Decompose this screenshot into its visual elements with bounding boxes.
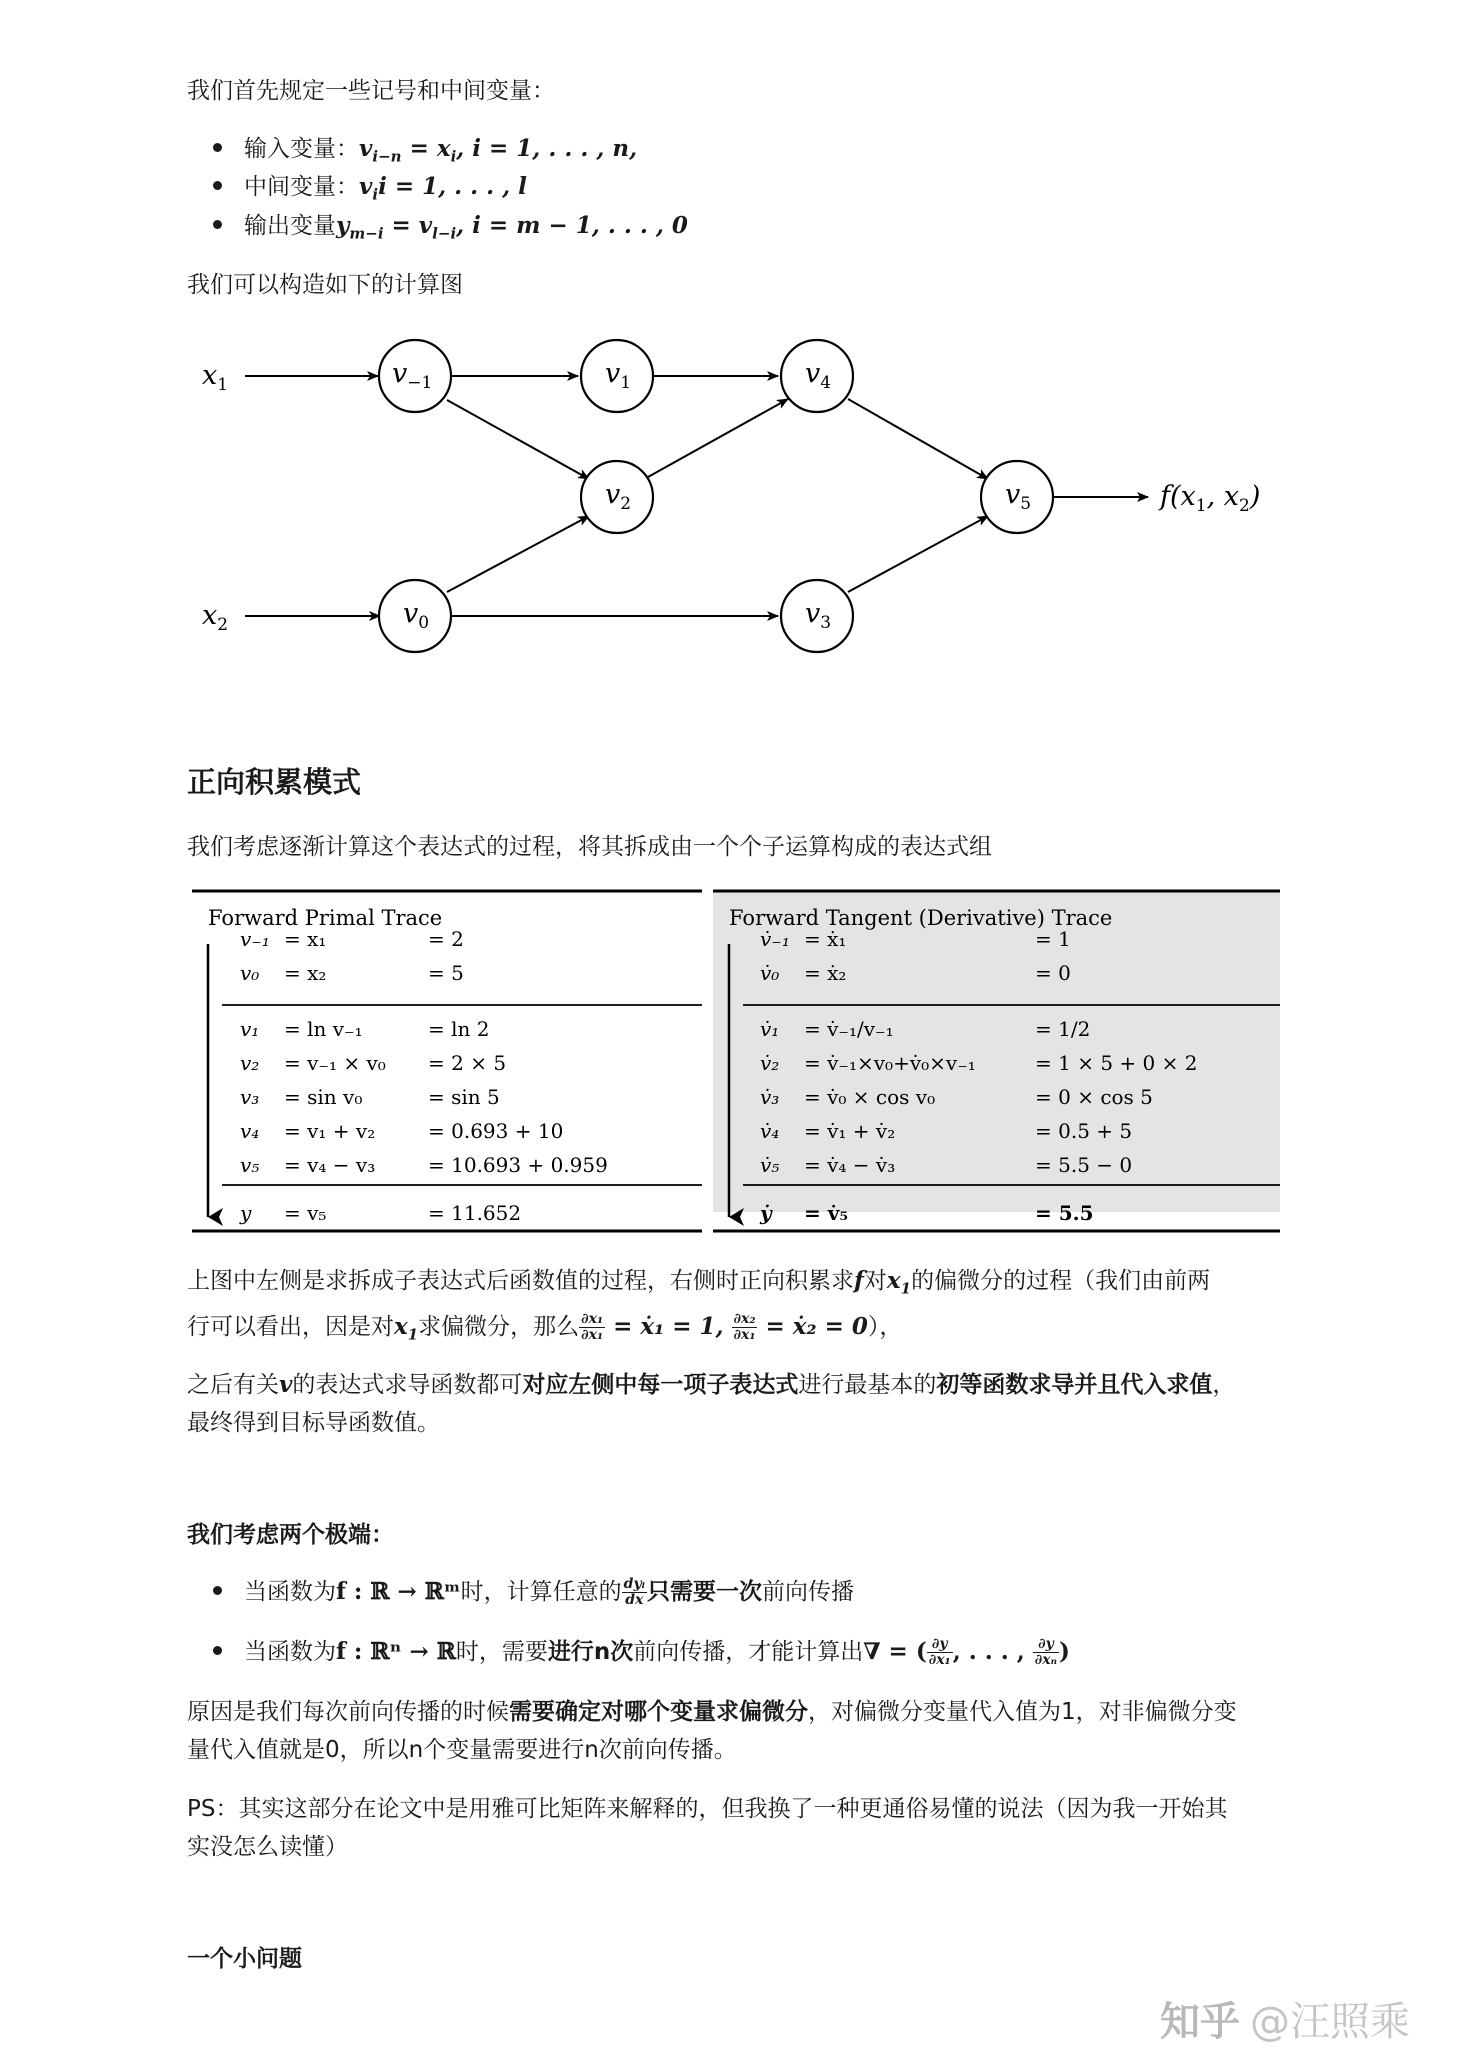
- primal-row-1-col-0: v₀: [240, 961, 260, 985]
- primal-row-2-col-0: v₁: [240, 1017, 260, 1041]
- bullet-extreme-1: 当函数为f : ℝ → ℝᵐ时，计算任意的 $\frac{\text{dyᵢ}}{dx}$ 只需要一次前向传播: [187, 1573, 854, 1611]
- primal-row-6-col-1: = v₄ − v₃: [284, 1153, 376, 1177]
- primal-row-0-col-2: = 2: [428, 927, 464, 951]
- label-v5: $v_5$: [1005, 479, 1032, 514]
- tangent-row-3-col-1: = v̇₋₁×v₀+v̇₀×v₋₁: [804, 1051, 976, 1075]
- extremes-title: 我们考虑两个极端：: [187, 1522, 394, 1548]
- tangent-row-5-col-1: = v̇₁ + v̇₂: [804, 1119, 896, 1143]
- tangent-row-1-col-1: = ẋ₂: [804, 961, 847, 985]
- tangent-row-6-col-1: = v̇₄ − v̇₃: [804, 1153, 896, 1177]
- tangent-row-7-col-0: ẏ: [760, 1201, 772, 1225]
- primal-row-3-col-2: = 2 × 5: [428, 1051, 507, 1075]
- primal-row-3-col-0: v₂: [240, 1051, 260, 1075]
- ps-paragraph: PS：其实这部分在论文中是用雅可比矩阵来解释的，但我换了一种更通俗易懂的说法（因为我一开始其 实没怎么读懂）: [187, 1796, 1228, 1860]
- primal-row-4-col-0: v₃: [240, 1085, 260, 1109]
- zhihu-watermark: [1160, 1990, 1410, 2047]
- bullet-intermediate-var: 中间变量：$v_ii = 1$, . . . , l: [187, 168, 527, 214]
- edge-v3-v5: [848, 516, 988, 592]
- tangent-row-2-col-0: v̇₁: [760, 1017, 780, 1041]
- label-v4: $v_4$: [805, 358, 832, 393]
- edge-v4-v5: [848, 399, 988, 479]
- primal-title: Forward Primal Trace: [208, 906, 443, 930]
- fraction-dx1-dx1: $\frac{\text{∂x₁}}{\text{∂x₁}}$: [581, 1310, 604, 1343]
- label-x2: $x_2$: [202, 600, 229, 635]
- primal-row-2-col-1: = ln v₋₁: [284, 1017, 363, 1041]
- tangent-row-6-col-2: = 5.5 − 0: [1035, 1153, 1133, 1177]
- section-intro: 我们考虑逐渐计算这个表达式的过程，将其拆成由一个个子运算构成的表达式组: [187, 834, 992, 860]
- primal-row-6-col-2: = 10.693 + 0.959: [428, 1153, 608, 1177]
- label-vm1: $v_{-1}$: [392, 358, 433, 393]
- reason-paragraph: 原因是我们每次前向传播的时候需要确定对哪个变量求偏微分，对偏微分变量代入值为1，对非偏微分变 量代入值就是0，所以n个变量需要进行n次前向传播。: [187, 1699, 1237, 1763]
- primal-row-4-col-1: = sin v₀: [284, 1085, 363, 1109]
- label-x1: $x_1$: [202, 360, 229, 395]
- watermark-author: @汪照乘: [1250, 1999, 1410, 2045]
- tangent-row-0-col-0: v̇₋₁: [760, 927, 790, 951]
- primal-row-2-col-2: = ln 2: [428, 1017, 490, 1041]
- tangent-row-5-col-0: v̇₄: [760, 1119, 780, 1143]
- primal-row-5-col-2: = 0.693 + 10: [428, 1119, 564, 1143]
- bullet-dot: [213, 1646, 222, 1655]
- primal-row-7-col-1: = v₅: [284, 1201, 327, 1225]
- tangent-row-2-col-1: = v̇₋₁/v₋₁: [804, 1017, 894, 1041]
- edge-vm1-v2: [447, 400, 589, 479]
- bullet-input-var: 输入变量：$v_{i-n} = x_i$, i = 1, . . . , n,: [187, 130, 637, 176]
- label-output: $f(x_1$, $x_2$): [1160, 481, 1261, 516]
- bullet-dot: [213, 220, 222, 229]
- tangent-row-5-col-2: = 0.5 + 5: [1035, 1119, 1133, 1143]
- primal-row-7-col-0: y: [240, 1201, 252, 1225]
- graph-intro-text: 我们可以构造如下的计算图: [187, 272, 463, 298]
- tangent-row-1-col-2: = 0: [1035, 961, 1071, 985]
- primal-row-7-col-2: = 11.652: [428, 1201, 522, 1225]
- primal-row-6-col-0: v₅: [240, 1153, 260, 1177]
- tangent-row-0-col-1: = ẋ₁: [804, 927, 847, 951]
- label-v3: $v_3$: [805, 598, 832, 633]
- tangent-row-7-col-1: = v̇₅: [804, 1201, 849, 1225]
- fraction-dy-dx1: $\frac{\partial y}{\text{∂x₁}}$: [928, 1636, 951, 1668]
- tangent-row-6-col-0: v̇₅: [760, 1153, 780, 1177]
- label-v2: $v_2$: [605, 479, 632, 514]
- bullet-output-var: 输出变量$y_{m-i} = v_{l-i}$, i = m − 1, . . . , 0: [187, 207, 688, 253]
- tangent-row-3-col-2: = 1 × 5 + 0 × 2: [1035, 1051, 1198, 1075]
- tangent-row-4-col-2: = 0 × cos 5: [1035, 1085, 1153, 1109]
- computation-graph: [0, 320, 1463, 680]
- label-v1: $v_1$: [605, 358, 632, 393]
- tangent-row-7-col-2: = 5.5: [1035, 1201, 1094, 1225]
- bullet-extreme-2: 当函数为f : ℝⁿ → ℝ时，需要进行n次前向传播，才能计算出∇ = ( $\frac{\partial y}{\text{∂x₁}}$ , . . . , $\frac{\partial y}{\text{∂xₙ}}$ ): [187, 1633, 1070, 1671]
- edge-v2-v4: [648, 399, 788, 477]
- explain-paragraph-2: 之后有关v的表达式求导函数都可对应左侧中每一项子表达式进行最基本的初等函数求导并且代入求值， 最终得到目标导函数值。: [187, 1371, 1236, 1436]
- explain-paragraph-1: 上图中左侧是求拆成子表达式后函数值的过程，右侧时正向积累求f对$x_1$的偏微分的过程（我们由前两 行可以看出，因是对$x_1$求偏微分，那么 $\frac{\text{∂x₁}}{\text{∂x₁}}$ = ẋ₁ = 1, $\frac{\text{∂x₂}}{\text{∂x₁}}$ = ẋ₂ = 0），: [187, 1267, 1211, 1344]
- edge-v0-v2: [447, 516, 589, 592]
- trace-tables: [0, 880, 1463, 1240]
- bullet-dot: [213, 1586, 222, 1595]
- intro-text: 我们首先规定一些记号和中间变量：: [187, 78, 555, 104]
- zhihu-logo: 知乎: [1160, 1999, 1240, 2045]
- small-question-heading: 一个小问题: [187, 1946, 302, 1972]
- primal-row-1-col-1: = x₂: [284, 961, 327, 985]
- section-title: 正向积累模式: [187, 765, 362, 799]
- primal-row-4-col-2: = sin 5: [428, 1085, 500, 1109]
- fraction-dyi-dx: $\frac{\text{dyᵢ}}{dx}$: [623, 1576, 645, 1608]
- primal-row-5-col-1: = v₁ + v₂: [284, 1119, 376, 1143]
- label-v0: $v_0$: [403, 598, 430, 633]
- bullet-dot: [213, 181, 222, 190]
- tangent-row-1-col-0: v̇₀: [760, 961, 780, 985]
- tangent-row-3-col-0: v̇₂: [760, 1051, 780, 1075]
- tangent-row-2-col-2: = 1/2: [1035, 1017, 1091, 1041]
- primal-row-0-col-1: = x₁: [284, 927, 327, 951]
- fraction-dy-dxn: $\frac{\partial y}{\text{∂xₙ}}$: [1034, 1636, 1058, 1668]
- primal-row-3-col-1: = v₋₁ × v₀: [284, 1051, 386, 1075]
- tangent-row-0-col-2: = 1: [1035, 927, 1071, 951]
- fraction-dx2-dx1: $\frac{\text{∂x₂}}{\text{∂x₁}}$: [733, 1310, 756, 1343]
- bullet-dot: [213, 143, 222, 152]
- tangent-title: Forward Tangent (Derivative) Trace: [729, 906, 1113, 930]
- tangent-row-4-col-0: v̇₃: [760, 1085, 780, 1109]
- tangent-row-4-col-1: = v̇₀ × cos v₀: [804, 1085, 936, 1109]
- primal-row-1-col-2: = 5: [428, 961, 464, 985]
- primal-row-5-col-0: v₄: [240, 1119, 260, 1143]
- primal-row-0-col-0: v₋₁: [240, 927, 270, 951]
